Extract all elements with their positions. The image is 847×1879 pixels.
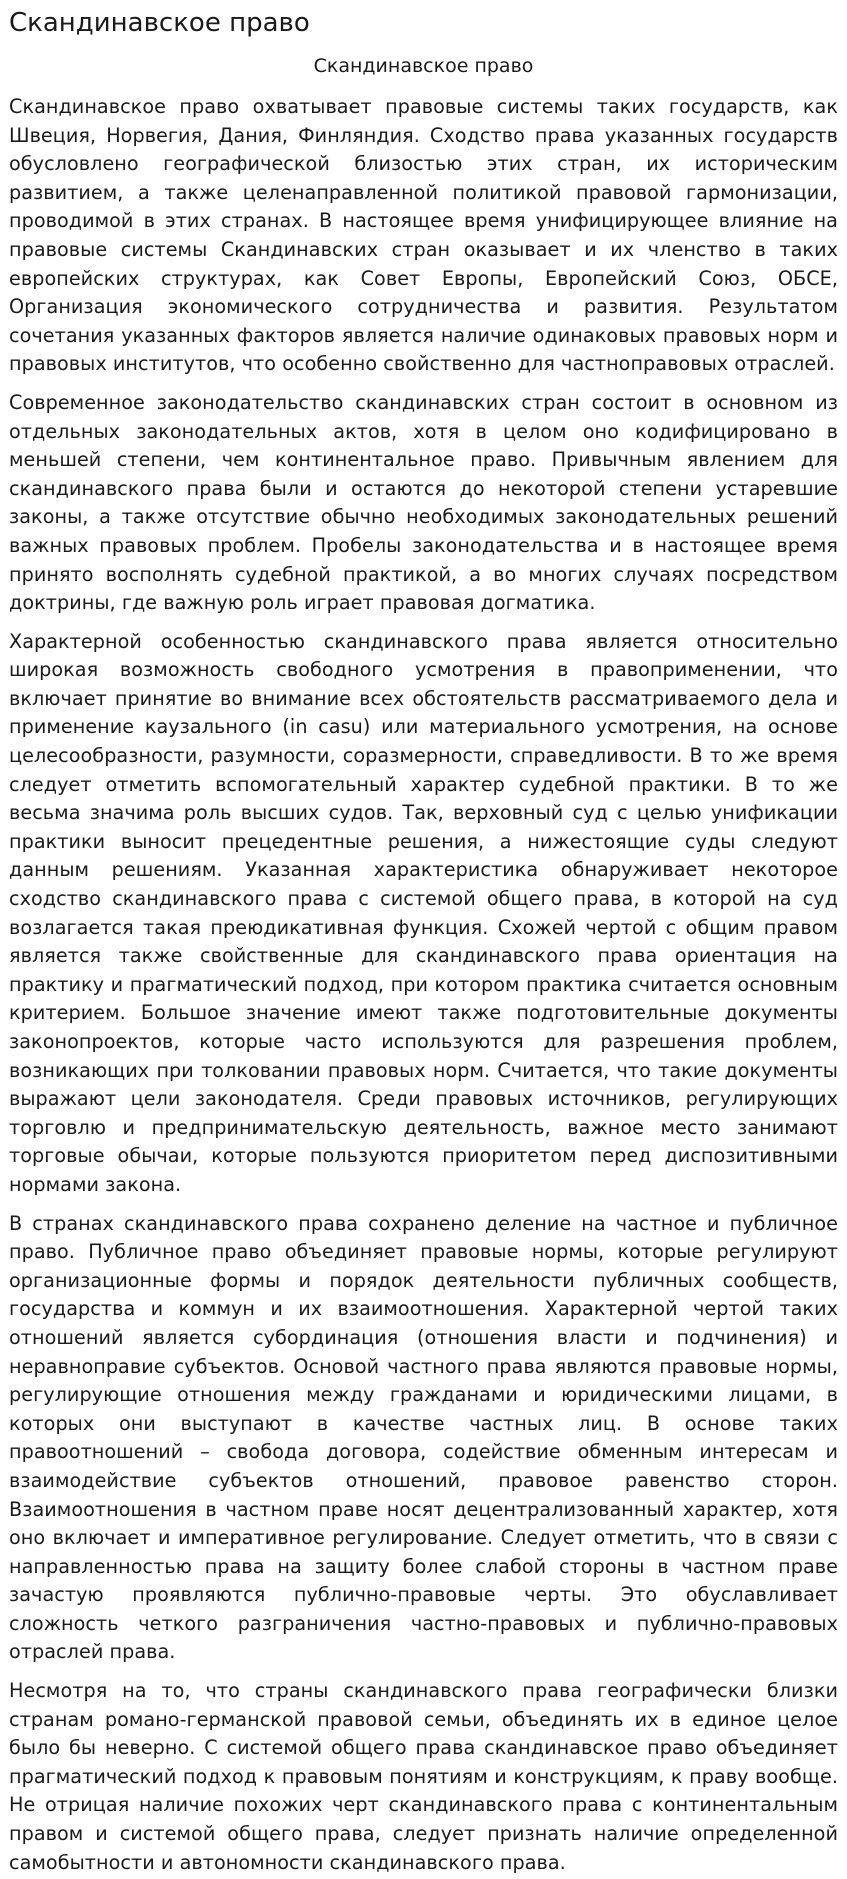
paragraph-3: Характерной особенностью скандинавского права является относительно широкая возможность свободного усмотрения в правоприменении, что включает принятие во внимание всех обстоятельств рассматриваемого дела и применение каузального (in casu) или материального усмотрения, на основе целесообразности, разумности, соразмерности, справедливости. В то же время следует отметить вспомогательный характер судебной практики. В то же весьма значима роль высших судов. Так, верховный суд с целью унификации практики выносит прецедентные решения, а нижестоящие суды следуют данным решениям. Указанная характеристика обнаруживает некоторое сходство скандинавского права с системой общего права, в которой на суд возлагается такая преюдикативная функция. Схожей чертой с общим правом является также свойственные для скандинавского права ориентация на практику и прагматический подход, при котором практика считается основным критерием. Большое значение имеют также подготовительные документы законопроектов, которые часто используются для разрешения проблем, возникающих при толковании правовых норм. Считается, что такие документы выражают цели законодателя. Среди правовых источников, регулирующих торговлю и предпринимательскую деятельность, важное место занимают торговые обычаи, которые пользуются приоритетом перед диспозитивными нормами закона. bbox=[9, 629, 838, 1196]
paragraph-1: Скандинавское право охватывает правовые системы таких государств, как Швеция, Норвегия, Дания, Финляндия. Сходство права указанных государств обусловлено географической близостью этих стран, их историческим развитием, а также целенаправленной политикой правовой гармонизации, проводимой в этих странах. В настоящее время унифицирующее влияние на правовые системы Скандинавских стран оказывает и их членство в таких европейских структурах, как Совет Европы, Европейский Союз, ОБСЕ, Организация экономического сотрудничества и развития. Результатом сочетания указанных факторов является наличие одинаковых правовых норм и правовых институтов, что особенно свойственно для частноправовых отраслей. bbox=[9, 95, 838, 376]
paragraph-4: В странах скандинавского права сохранено деление на частное и публичное право. Публичное право объединяет правовые нормы, которые регулируют организационные формы и порядок деятельности публичных сообществ, государства и коммун и их взаимоотношения. Характерной чертой таких отношений является субординация (отношения власти и подчинения) и неравноправие субъектов. Основой частного права являются правовые нормы, регулирующие отношения между гражданами и юридическими лицами, в которых они выступают в качестве частных лиц. В основе таких правоотношений – свобода договора, содействие обменным интересам и взаимодействие субъектов отношений, правовое равенство сторон. Взаимоотношения в частном праве носят децентрализованный характер, хотя оно включает и императивное регулирование. Следует отметить, что в связи с направленностью права на защиту более слабой стороны в частном праве зачастую проявляются публично-правовые черты. Это обуславливает сложность четкого разграничения частно-правовых и публично-правовых отраслей права. bbox=[9, 1211, 838, 1664]
page-heading: Скандинавское право bbox=[9, 8, 310, 38]
paragraph-2: Современное законодательство скандинавских стран состоит в основном из отдельных законодательных актов, хотя в целом оно кодифицировано в меньшей степени, чем континентальное право. Привычным явлением для скандинавского права были и остаются до некоторой степени устаревшие законы, а также отсутствие обычно необходимых законодательных решений важных правовых проблем. Пробелы законодательства и в настоящее время принято восполнять судебной практикой, а во многих случаях посредством доктрины, где важную роль играет правовая догматика. bbox=[9, 390, 838, 615]
paragraph-5: Несмотря на то, что страны скандинавского права географически близки странам романо-германской правовой семьи, объединять их в единое целое было бы неверно. С системой общего права скандинавское право объединяет прагматический подход к правовым понятиям и конструкциям, к праву вообще. Не отрицая наличие похожих черт скандинавского права с континентальным правом и системой общего права, следует признать наличие определенной самобытности и автономности скандинавского права. bbox=[9, 1679, 838, 1874]
document-title: Скандинавское право bbox=[313, 55, 534, 77]
